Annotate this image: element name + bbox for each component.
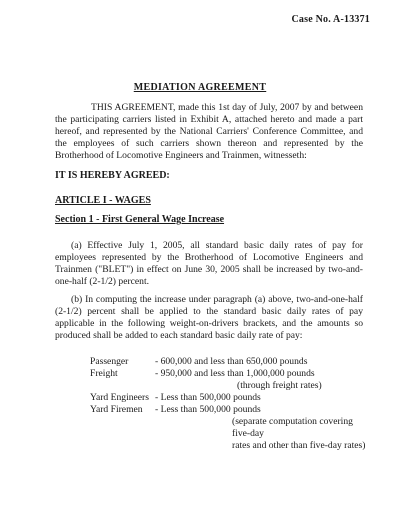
rate-value: - 950,000 and less than 1,000,000 pounds	[155, 368, 315, 379]
rate-row	[90, 356, 370, 368]
rate-label: Passenger	[90, 356, 129, 367]
rate-row	[90, 440, 370, 452]
rate-label: Freight	[90, 368, 118, 379]
article-heading: ARTICLE I - WAGES	[55, 195, 151, 206]
document-title: MEDIATION AGREEMENT	[133, 82, 267, 93]
rate-value: - Less than 500,000 pounds	[155, 392, 261, 403]
paragraph-a: (a) Effective July 1, 2005, all standard basic daily rates of pay for employees represented by the Brotherhood of Locomotive Engineers and Trainmen ("BLET") in effect on June 30, 2005 shall be increased by two-and-one-half (2-1/2) percent.	[55, 240, 363, 287]
rate-value: - Less than 500,000 pounds	[155, 404, 261, 415]
rate-label	[90, 380, 155, 392]
rate-label: Yard Engineers	[90, 392, 149, 403]
rate-row	[90, 368, 370, 380]
rate-label	[90, 416, 155, 440]
section-heading: Section 1 - First General Wage Increase	[55, 214, 225, 225]
rate-value: (through freight rates)	[237, 380, 322, 391]
rate-row	[90, 416, 370, 440]
rate-row	[90, 392, 370, 404]
rate-row	[90, 404, 370, 416]
case-number: Case No. A-13371	[291, 14, 370, 25]
rate-value: - 600,000 and less than 650,000 pounds	[155, 356, 308, 367]
rate-row	[90, 380, 370, 392]
hereby-agreed-heading: IT IS HEREBY AGREED:	[55, 170, 170, 181]
rate-label	[90, 440, 155, 452]
rate-value: rates and other than five-day rates)	[232, 440, 366, 451]
rates-list	[90, 356, 370, 452]
paragraph-b: (b) In computing the increase under paragraph (a) above, two-and-one-half (2-1/2) percent shall be applied to the standard basic daily rates of pay applicable in the following weight-on-drivers brackets, and the amounts so produced shall be added to each standard basic daily rate of pay:	[55, 294, 363, 341]
intro-paragraph	[55, 102, 363, 162]
rate-label: Yard Firemen	[90, 404, 143, 415]
intro-text: THIS AGREEMENT, made this 1st day of July, 2007 by and between the participating carriers listed in Exhibit A, attached hereto and made a part hereof, and represented by the National Carriers' Conference Committee, and the employees of such carriers shown thereon and represented by the Brotherhood of Locomotive Engineers and Trainmen, witnesseth:	[55, 102, 363, 161]
rate-value: (separate computation covering five-day	[232, 416, 353, 439]
